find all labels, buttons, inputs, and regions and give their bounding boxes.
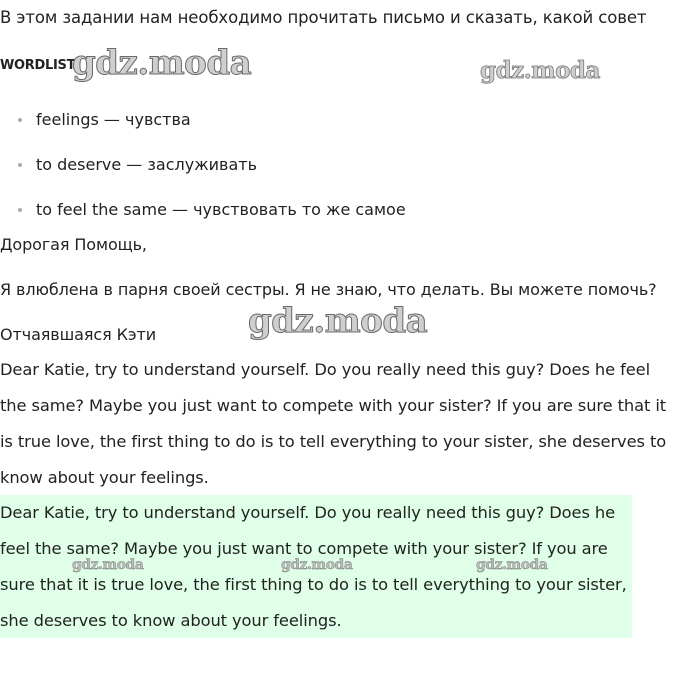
watermark-logo: gdz.moda xyxy=(480,57,600,84)
reply-paragraph: Dear Katie, try to understand yourself. Do you really need this guy? Does he feel the same? Maybe you just want to compete with your sister? If you are sure that it is true love, the first thing to do is to tell everything to your sister, she deserves to know about your feelings. xyxy=(0,360,667,487)
letter-signature: Отчаявшаяся Кэти xyxy=(0,325,157,344)
vocab-entry: to feel the same — чувствовать то же самое xyxy=(36,200,406,219)
list-item xyxy=(18,151,406,196)
watermark-logo: gdz.moda xyxy=(248,301,428,341)
letter-body: Я влюблена в парня своей сестры. Я не знаю, что делать. Вы можете помочь? xyxy=(0,280,657,299)
letter-greeting: Дорогая Помощь, xyxy=(0,235,147,254)
watermark-logo: gdz.moda xyxy=(72,557,144,573)
vocab-entry: to deserve — заслуживать xyxy=(36,155,257,174)
intro-text: В этом задании нам необходимо прочитать письмо и сказать, какой совет xyxy=(0,8,647,27)
watermark-logo: gdz.moda xyxy=(476,557,548,573)
wordlist-label: WORDLIST xyxy=(0,58,76,73)
watermark-logo: gdz.moda xyxy=(281,557,353,573)
bullet-icon xyxy=(18,118,22,122)
bullet-icon xyxy=(18,208,22,212)
vocab-entry: feelings — чувства xyxy=(36,110,191,129)
vocabulary-list xyxy=(18,106,406,241)
answer-paragraph: Dear Katie, try to understand yourself. Do you really need this guy? Does he feel the same? Maybe you just want to compete with your sister? If you are sure that it is true love, the first thing to do is to tell everything to your sister, she deserves to know about your feelings. xyxy=(0,503,627,630)
list-item xyxy=(18,106,406,151)
watermark-logo: gdz.moda xyxy=(72,43,252,83)
bullet-icon xyxy=(18,163,22,167)
